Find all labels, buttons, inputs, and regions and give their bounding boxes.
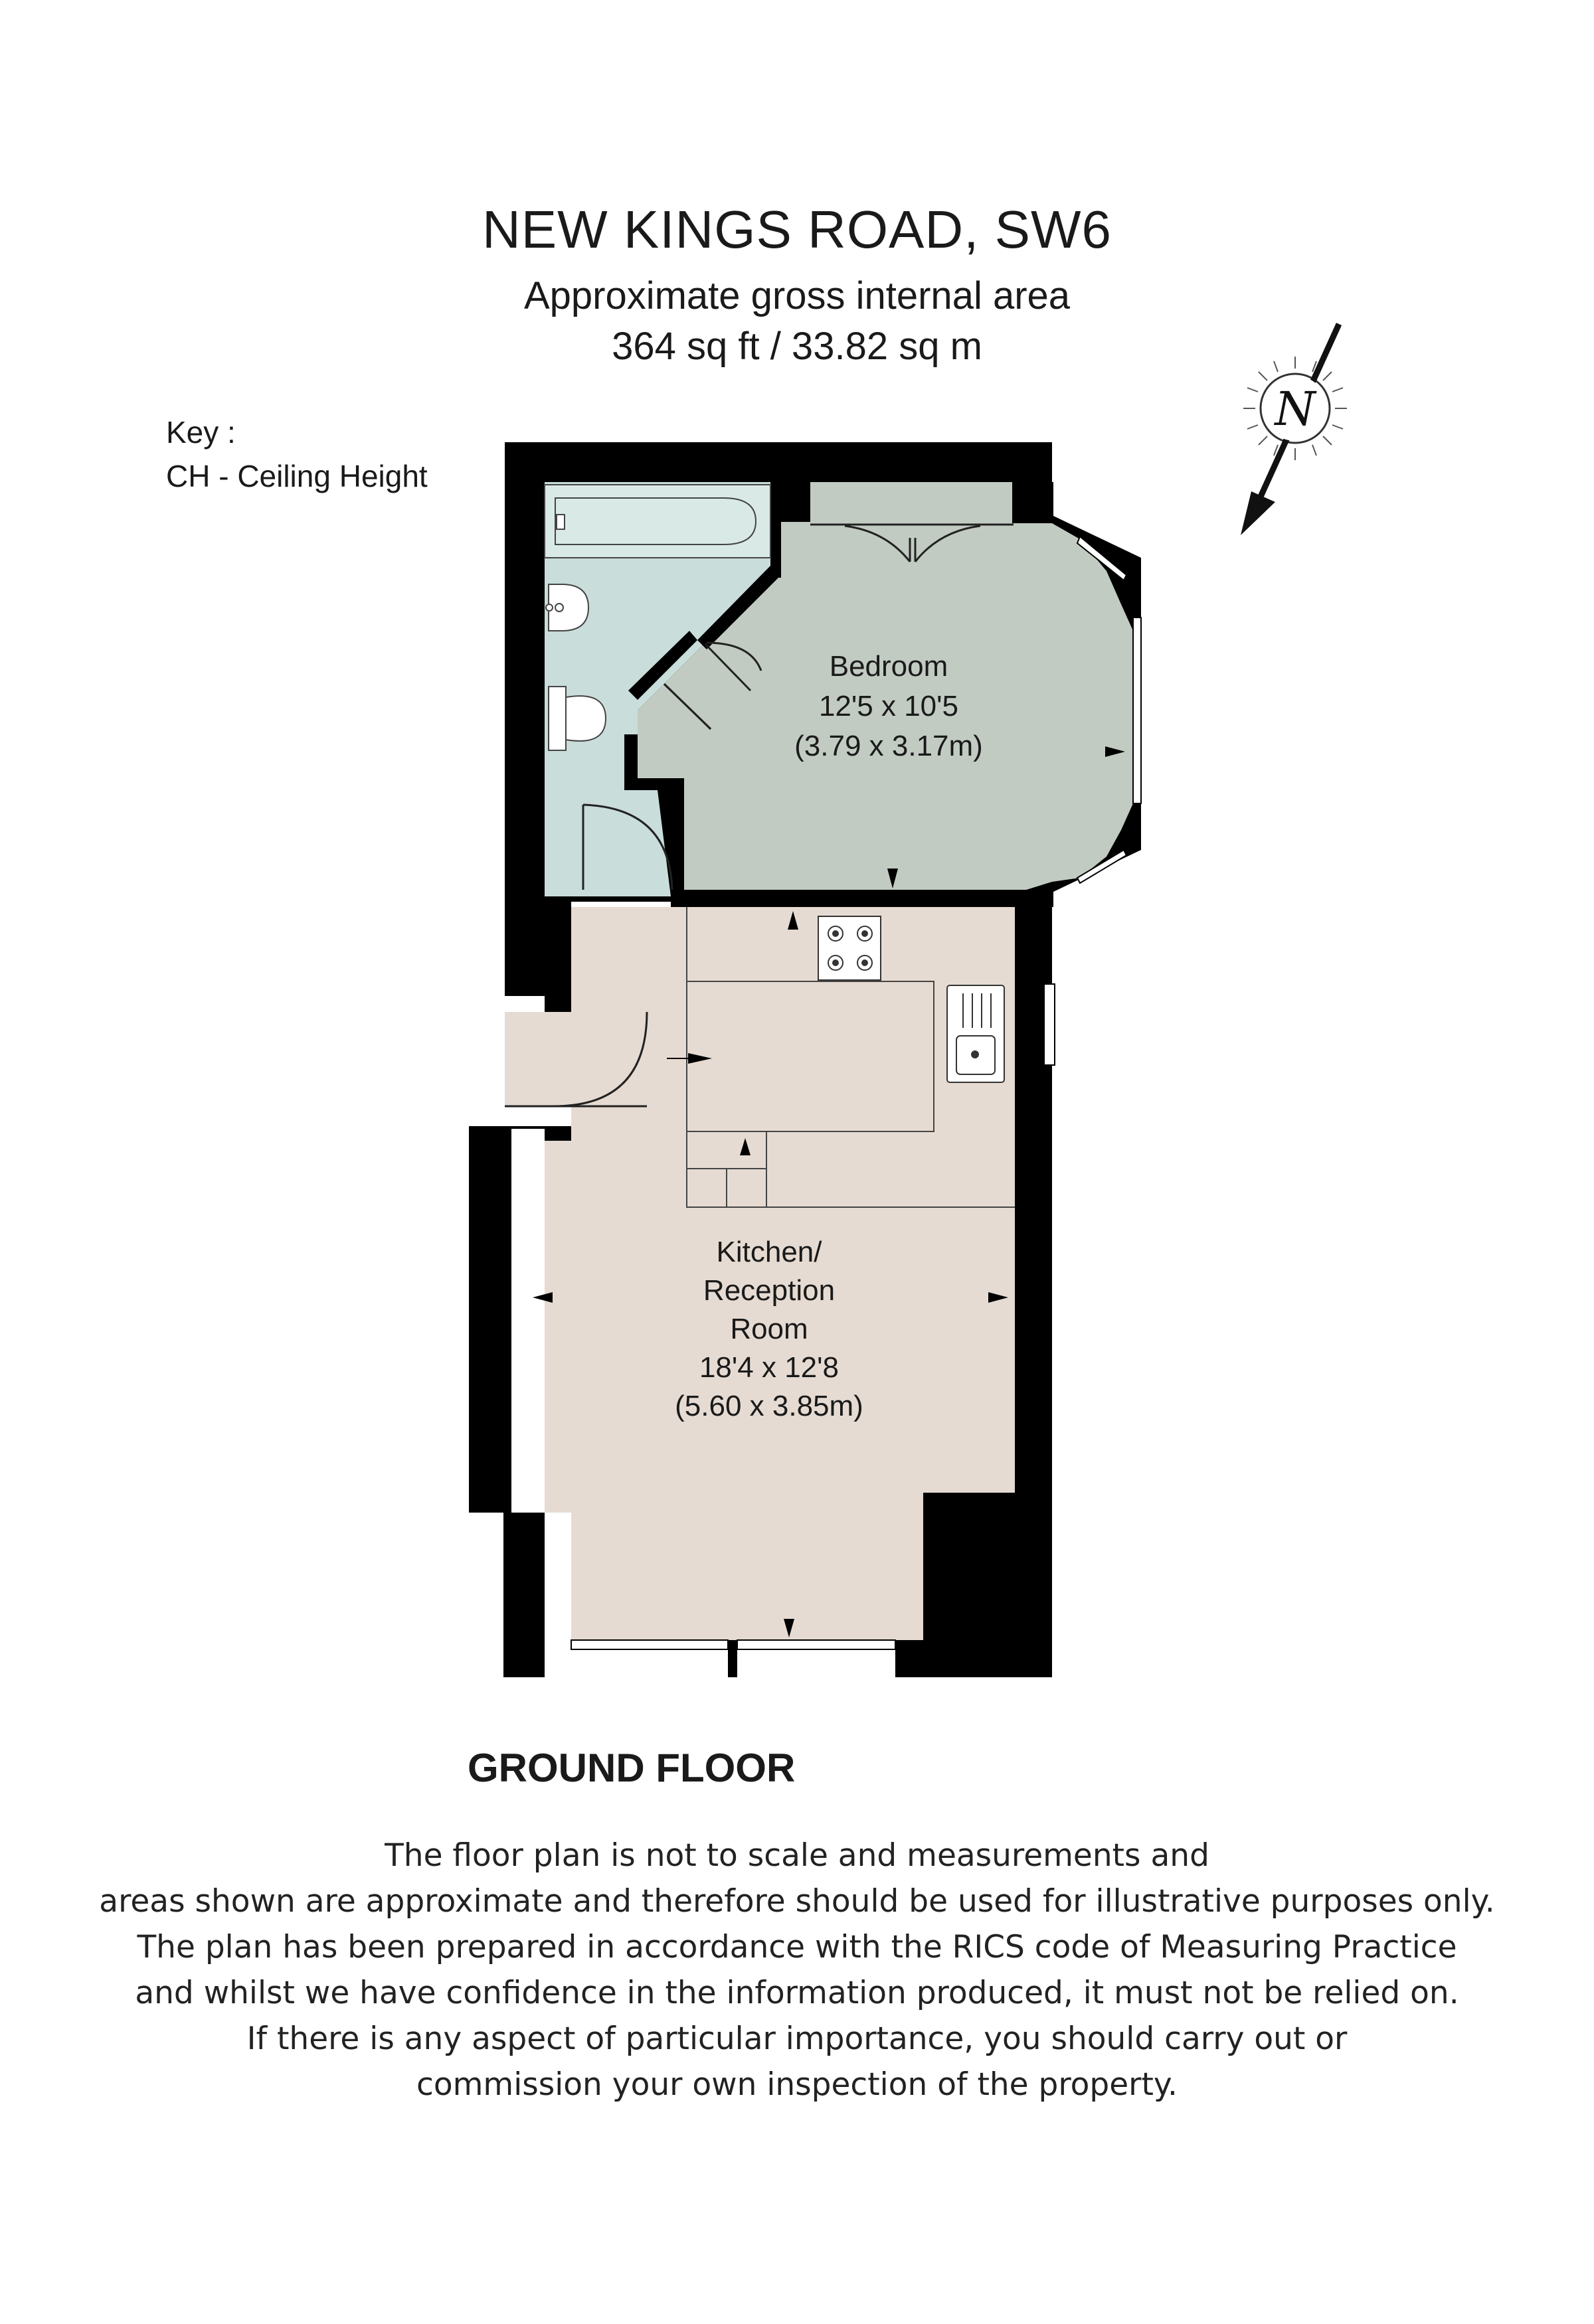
area-subtitle: Approximate gross internal area (523, 274, 1071, 317)
gross-area: 364 sq ft / 33.82 sq m (612, 325, 982, 368)
kitchen-metric: (5.60 x 3.85m) (675, 1390, 863, 1422)
hall-entry (505, 1012, 571, 1106)
floor-label: GROUND FLOOR (468, 1746, 796, 1790)
disclaimer (0, 1833, 1594, 2108)
bedroom-name: Bedroom (829, 650, 948, 683)
bathroom-door-area (545, 790, 671, 896)
disclaimer-line: commission your own inspection of the property. (416, 2066, 1178, 2103)
kitchen-hob (818, 916, 881, 980)
disclaimer-line: and whilst we have confidence in the information produced, it must not be relied on. (135, 1975, 1459, 2011)
disclaimer-line: areas shown are approximate and therefore should be used for illustrative purposes only. (99, 1883, 1495, 1920)
kitchen-window (1044, 984, 1055, 1065)
disclaimer-line: The plan has been prepared in accordance with the RICS code of Measuring Practice (137, 1929, 1457, 1965)
bedroom-metric: (3.79 x 3.17m) (794, 730, 983, 762)
key-entry: CH - Ceiling Height (166, 459, 428, 493)
property-title: NEW KINGS ROAD, SW6 (482, 200, 1112, 259)
disclaimer-line: The floor plan is not to scale and measurements and (385, 1837, 1209, 1874)
disclaimer-line: If there is any aspect of particular importance, you should carry out or (246, 2021, 1348, 2057)
kitchen-name-line1: Kitchen/ (716, 1236, 822, 1268)
key-heading: Key : (166, 415, 236, 450)
kitchen-name-line3: Room (730, 1313, 808, 1345)
bedroom-imperial: 12'5 x 10'5 (818, 690, 959, 722)
compass-letter: N (1275, 382, 1316, 436)
kitchen-sink (947, 985, 1004, 1082)
bathroom-basin (546, 584, 588, 631)
bathtub (545, 485, 770, 558)
kitchen-name-line2: Reception (703, 1274, 836, 1307)
kitchen-imperial: 18'4 x 12'8 (699, 1351, 840, 1384)
